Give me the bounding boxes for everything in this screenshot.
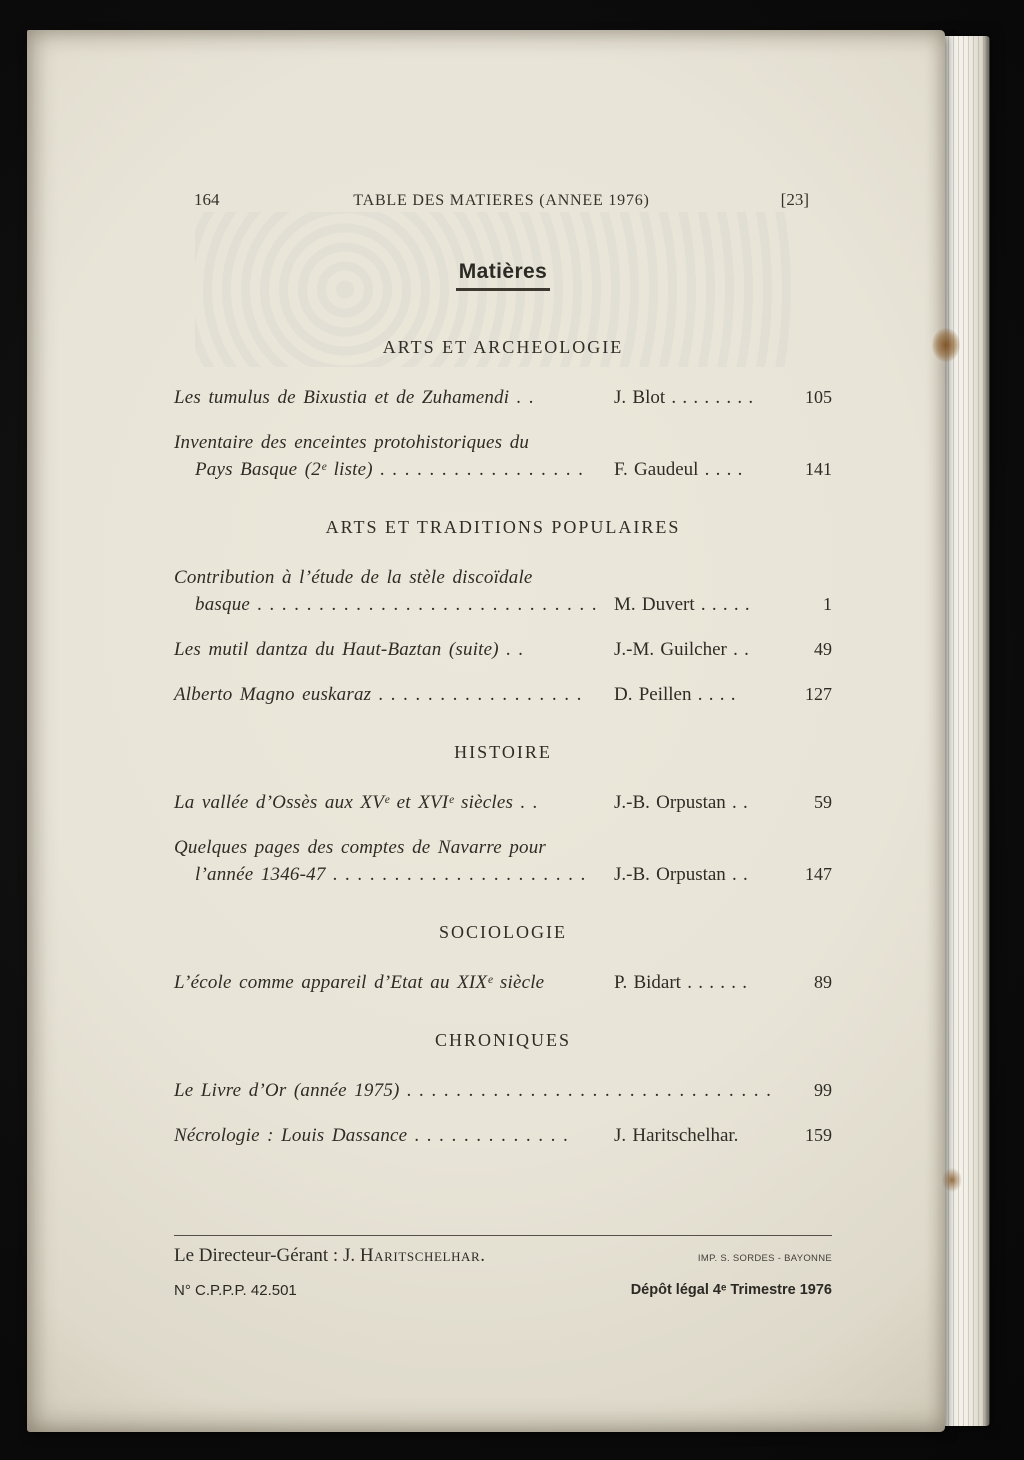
entry-title-line: Nécrologie : Louis Dassance . . . . . . . . . . . . .	[174, 1125, 569, 1146]
entry-page-number: 147	[805, 864, 832, 884]
entry-title-line: La vallée d’Ossès aux XVᵉ et XVIᵉ siècles . .	[174, 792, 538, 813]
entry-title-line: Quelques pages des comptes de Navarre pour	[174, 837, 547, 858]
entry-author: J.-M. Guilcher . .	[614, 639, 749, 660]
page-content	[27, 30, 945, 1149]
toc-entry	[174, 384, 832, 411]
entry-title	[174, 834, 612, 888]
toc-entry	[174, 969, 832, 996]
cppp-number: N° C.P.P.P. 42.501	[174, 1282, 297, 1299]
entry-title	[174, 789, 612, 816]
legal-deposit: Dépôt légal 4ᵉ Trimestre 1976	[630, 1282, 832, 1298]
entry-title-line: Le Livre d’Or (année 1975) . . . . . . . . . . . . . . . . . . . . . . . . . . . . . .	[174, 1080, 772, 1101]
section-heading: CHRONIQUES	[434, 1030, 571, 1050]
entry-author: D. Peillen . . . .	[614, 684, 736, 705]
entry-title	[174, 969, 612, 996]
toc-entry	[174, 636, 832, 663]
page-stack-edge	[938, 36, 990, 1426]
running-title: TABLE DES MATIERES (ANNEE 1976)	[353, 192, 650, 209]
entry-title	[174, 681, 612, 708]
entry-page-number: 49	[814, 639, 832, 659]
entry-page-number: 105	[805, 387, 832, 407]
toc-entry	[174, 1122, 832, 1149]
toc-entry	[174, 789, 832, 816]
director-name: Haritschelhar.	[359, 1245, 486, 1266]
footer-row-legal	[174, 1282, 832, 1299]
entry-page-number: 89	[814, 972, 832, 992]
entry-title-line: basque . . . . . . . . . . . . . . . . . . . . . . . . . . . .	[195, 594, 598, 615]
entry-title-line: l’année 1346-47 . . . . . . . . . . . . . . . . . . . . .	[195, 864, 586, 885]
entry-author: J.-B. Orpustan . .	[614, 864, 748, 885]
toc-section	[174, 517, 832, 708]
entry-title	[174, 1077, 780, 1104]
entry-author: P. Bidart . . . . . .	[614, 972, 747, 993]
entry-page-number: 99	[814, 1080, 832, 1100]
toc-entry	[174, 834, 832, 888]
entry-page-number: 1	[823, 594, 832, 614]
book-page	[27, 30, 945, 1432]
section-heading: SOCIOLOGIE	[439, 922, 567, 942]
toc-section	[174, 337, 832, 483]
page-number-left: 164	[194, 190, 220, 209]
page-footer	[174, 1235, 832, 1299]
printer-credit: IMP. S. SORDES - BAYONNE	[697, 1253, 832, 1264]
toc-entry	[174, 1077, 832, 1104]
entry-title-line: Les tumulus de Bixustia et de Zuhamendi . .	[174, 387, 535, 408]
entry-author: J. Haritschelhar.	[614, 1125, 739, 1146]
footer-rule	[174, 1235, 832, 1236]
entry-title	[174, 564, 612, 618]
toc-section	[174, 1030, 832, 1149]
toc-entry	[174, 429, 832, 483]
toc-section	[174, 922, 832, 996]
entry-title	[174, 636, 612, 663]
toc-section	[174, 742, 832, 888]
entry-author: J.-B. Orpustan . .	[614, 792, 748, 813]
entry-author: F. Gaudeul . . . .	[614, 459, 743, 480]
page-header	[174, 190, 832, 210]
section-heading: ARTS ET ARCHEOLOGIE	[382, 337, 624, 357]
entry-author: M. Duvert . . . . .	[614, 594, 750, 615]
toc-entry	[174, 564, 832, 618]
entry-title-line: Les mutil dantza du Haut-Baztan (suite) . .	[174, 639, 524, 660]
entry-title-line: Alberto Magno euskaraz . . . . . . . . . . . . . . . . .	[174, 684, 583, 705]
entry-title	[174, 429, 612, 483]
page-title: Matières	[456, 260, 550, 291]
page-title-wrap	[174, 260, 832, 291]
entry-page-number: 159	[805, 1125, 832, 1145]
footer-row-director	[174, 1245, 832, 1267]
section-heading: HISTOIRE	[454, 742, 552, 762]
entry-author: J. Blot . . . . . . . .	[614, 387, 754, 408]
entry-title-line: Pays Basque (2ᵉ liste) . . . . . . . . . . . . . . . . .	[195, 459, 584, 480]
entry-page-number: 59	[814, 792, 832, 812]
toc-entry	[174, 681, 832, 708]
entry-page-number: 141	[805, 459, 832, 479]
entry-title-line: Contribution à l’étude de la stèle discoïdale	[174, 567, 533, 588]
entry-title-line: Inventaire des enceintes protohistoriques du	[174, 432, 530, 453]
bracket-number: [23]	[780, 190, 809, 209]
section-heading: ARTS ET TRADITIONS POPULAIRES	[325, 517, 681, 537]
entry-title	[174, 1122, 612, 1149]
entry-title-line: L’école comme appareil d’Etat au XIXᵉ siècle	[174, 972, 545, 993]
toc-sections	[174, 337, 832, 1149]
entry-title	[174, 384, 612, 411]
director-line	[174, 1245, 486, 1267]
director-label: Le Directeur-Gérant : J.	[174, 1245, 360, 1266]
entry-page-number: 127	[805, 684, 832, 704]
